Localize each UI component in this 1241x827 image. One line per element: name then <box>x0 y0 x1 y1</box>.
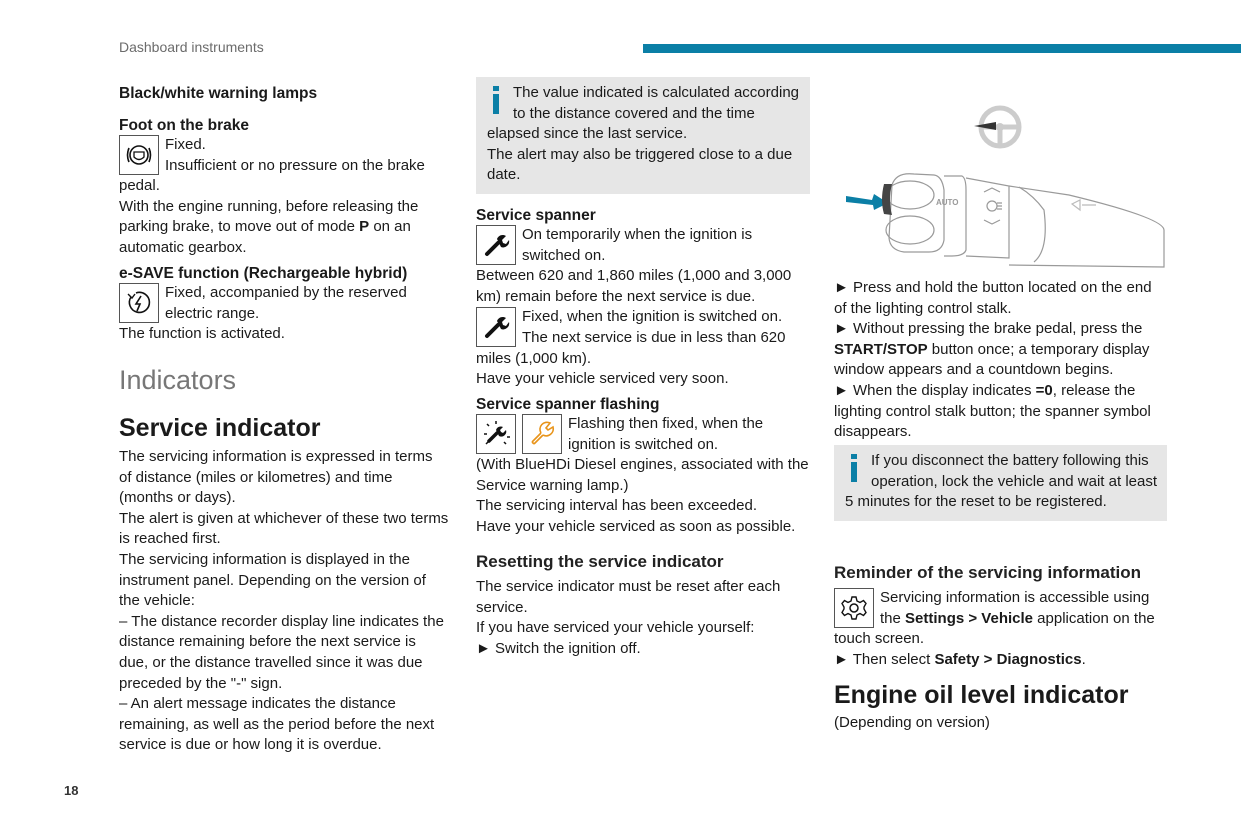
engine-oil-heading: Engine oil level indicator <box>834 681 1129 709</box>
reset-paragraph: If you have serviced your vehicle yourself: <box>476 619 755 637</box>
settings-gear-icon <box>834 588 874 628</box>
spanner-soon-text: Have your vehicle serviced very soon. <box>476 370 729 388</box>
spanner-block <box>476 225 810 390</box>
info-icon <box>845 451 867 485</box>
button-pointer-arrow-icon <box>846 184 892 215</box>
info-text: The alert may also be triggered close to a due date. <box>487 145 793 184</box>
info-text: If you disconnect the battery following this operation, lock the vehicle and wait at least 5 minutes for the reset to be registered. <box>845 452 1158 511</box>
step-text: ► Press and hold the button located on the end of the lighting control stalk. <box>834 279 1152 317</box>
spanner-orange-icon <box>522 414 562 454</box>
service-paragraph: – An alert message indicates the distance remaining, as well as the period before the next service is due or how long it is overdue. <box>119 695 435 754</box>
beam-icon <box>1072 200 1096 210</box>
spanner-on-text: On temporarily when the ignition is switched on. <box>522 226 753 264</box>
reset-step: ► Switch the ignition off. <box>476 639 641 657</box>
step-text: ► Without pressing the brake pedal, press the START/STOP button once; a temporary display window appears and a countdown begins. <box>834 320 1150 379</box>
esave-fixed-text: Fixed, accompanied by the reserved electric range. <box>165 284 407 322</box>
flashing-paragraph: The servicing interval has been exceeded. <box>476 497 758 515</box>
stalk-body <box>886 174 1164 267</box>
info-text: The value indicated is calculated according to the distance covered and the time elapsed since the last service. <box>487 84 800 143</box>
flashing-block <box>476 414 810 538</box>
brake-desc-1: Insufficient or no pressure on the brake pedal. <box>119 156 425 195</box>
page-number: 18 <box>64 783 79 798</box>
section-title: Dashboard instruments <box>119 39 264 55</box>
reset-block <box>476 577 810 659</box>
flashing-paragraph: Have your vehicle serviced as soon as possible. <box>476 517 796 535</box>
spanner-icon <box>476 225 516 265</box>
steering-wheel-icon <box>974 108 1019 146</box>
engine-oil-subtitle: (Depending on version) <box>834 714 990 731</box>
spanner-icon <box>476 307 516 347</box>
lighting-stalk-illustration <box>834 100 1167 270</box>
service-paragraph: The servicing information is displayed in the instrument panel. Depending on the version of the vehicle: <box>119 550 426 610</box>
auto-label: AUTO <box>936 198 959 207</box>
spanner-flashing-heading: Service spanner flashing <box>476 396 660 413</box>
spanner-flashing-icon <box>476 414 516 454</box>
flashing-paragraph: (With BlueHDi Diesel engines, associated with the Service warning lamp.) <box>476 456 809 494</box>
indicators-heading: Indicators <box>119 365 237 395</box>
esave-icon <box>119 283 159 323</box>
service-paragraph: – The distance recorder display line indicates the distance remaining before the next service is due, or the distance travelled since it was due preceded by the "-" sign. <box>119 612 444 692</box>
brake-block <box>119 135 449 259</box>
reset-steps <box>834 278 1167 443</box>
service-indicator-text <box>119 447 449 756</box>
service-indicator-heading: Service indicator <box>119 414 321 442</box>
esave-heading: e-SAVE function (Rechargeable hybrid) <box>119 265 408 282</box>
reset-paragraph: The service indicator must be reset after each service. <box>476 578 781 616</box>
spanner-between-text: Between 620 and 1,860 miles (1,000 and 3,000 km) remain before the next service is due. <box>476 267 792 305</box>
reminder-heading: Reminder of the servicing information <box>834 563 1141 582</box>
bw-lamps-heading: Black/white warning lamps <box>119 85 318 102</box>
service-paragraph: The alert is given at whichever of these two terms is reached first. <box>119 509 449 548</box>
column-3 <box>834 0 1167 731</box>
brake-desc-2: With the engine running, before releasing the parking brake, to move out of mode P on an automatic gearbox. <box>119 197 419 256</box>
reset-heading: Resetting the service indicator <box>476 552 724 571</box>
service-spanner-heading: Service spanner <box>476 207 596 224</box>
reminder-text: Servicing information is accessible using the Settings > Vehicle application on the touch screen. <box>834 589 1155 648</box>
column-2 <box>476 0 810 657</box>
headlight-icon <box>984 188 1002 224</box>
spanner-fixed-text: Fixed, when the ignition is switched on. The next service is due in less than 620 miles (1,000 km). <box>476 308 786 367</box>
reminder-block <box>834 588 1167 670</box>
reminder-step: ► Then select Safety > Diagnostics. <box>834 650 1086 668</box>
brake-fixed-text: Fixed. <box>165 136 206 153</box>
step-text: ► When the display indicates =0, release the lighting control stalk button; the spanner symbol disappears. <box>834 381 1151 441</box>
esave-activated-text: The function is activated. <box>119 325 285 343</box>
brake-heading: Foot on the brake <box>119 117 250 134</box>
esave-block <box>119 283 449 345</box>
service-paragraph: The servicing information is expressed in terms of distance (miles or kilometres) and time (months or days). <box>119 448 433 507</box>
info-box-calculation <box>476 77 810 194</box>
info-box-battery <box>834 445 1167 521</box>
brake-warning-icon <box>119 135 159 175</box>
flashing-text: Flashing then fixed, when the ignition is switched on. <box>568 415 764 453</box>
info-icon <box>487 83 509 117</box>
